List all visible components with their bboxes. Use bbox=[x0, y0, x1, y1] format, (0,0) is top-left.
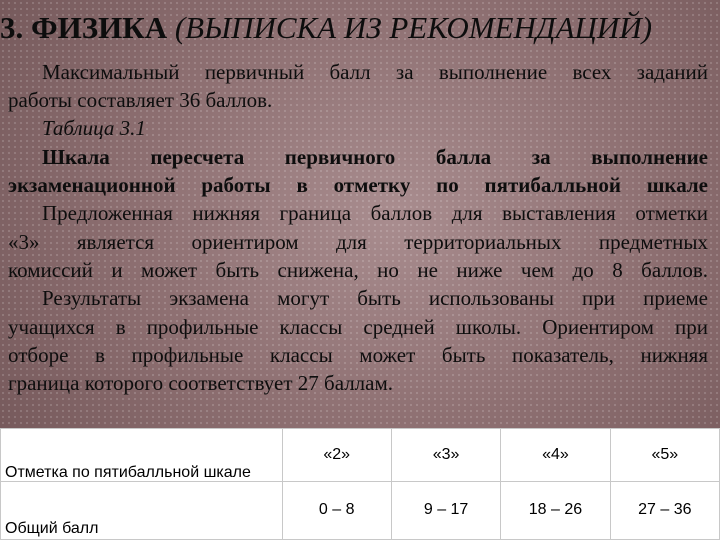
paragraph-threshold-line2: «3» является ориентиром для территориальных предметных bbox=[8, 230, 708, 254]
paragraph-results-line3: отборе в профильные классы может быть показатель, нижняя bbox=[8, 343, 708, 367]
grade-cell: «3» bbox=[391, 429, 500, 482]
grade-cell: «5» bbox=[610, 429, 719, 482]
table-row bbox=[1, 481, 720, 539]
paragraph-threshold: Предложенная нижняя граница баллов для выставления отметки bbox=[42, 201, 708, 225]
paragraph-results-line4: граница которого соответствует 27 баллам. bbox=[8, 371, 394, 395]
score-range-cell: 9 – 17 bbox=[391, 481, 500, 539]
row-label-score: Общий балл bbox=[1, 481, 283, 539]
scale-heading: Шкала пересчета первичного балла за выполнение bbox=[42, 145, 708, 169]
paragraph-threshold-line3: комиссий и может быть снижена, но не ниже чем до 8 баллов. bbox=[8, 258, 708, 282]
scale-heading-cont: экзаменационной работы в отметку по пятибалльной шкале bbox=[8, 173, 708, 197]
paragraph-max-score: Максимальный первичный балл за выполнение всех заданий bbox=[42, 60, 708, 84]
grade-conversion-table bbox=[0, 428, 720, 540]
title-subtitle: (ВЫПИСКА ИЗ РЕКОМЕНДАЦИЙ) bbox=[174, 10, 653, 45]
score-range-cell: 18 – 26 bbox=[501, 481, 610, 539]
grade-cell: «4» bbox=[501, 429, 610, 482]
row-label-grade: Отметка по пятибалльной шкале bbox=[1, 429, 283, 482]
paragraph-results: Результаты экзамена могут быть использованы при приеме bbox=[42, 286, 708, 310]
score-range-cell: 0 – 8 bbox=[282, 481, 391, 539]
table-row bbox=[1, 429, 720, 482]
grade-cell: «2» bbox=[282, 429, 391, 482]
title-section: 3. ФИЗИКА bbox=[0, 10, 168, 45]
paragraph-max-score-cont: работы составляет 36 баллов. bbox=[8, 88, 273, 112]
slide-title bbox=[0, 6, 720, 50]
table-caption: Таблица 3.1 bbox=[42, 116, 146, 140]
score-range-cell: 27 – 36 bbox=[610, 481, 719, 539]
paragraph-results-line2: учащихся в профильные классы средней школы. Ориентиром при bbox=[8, 315, 708, 339]
